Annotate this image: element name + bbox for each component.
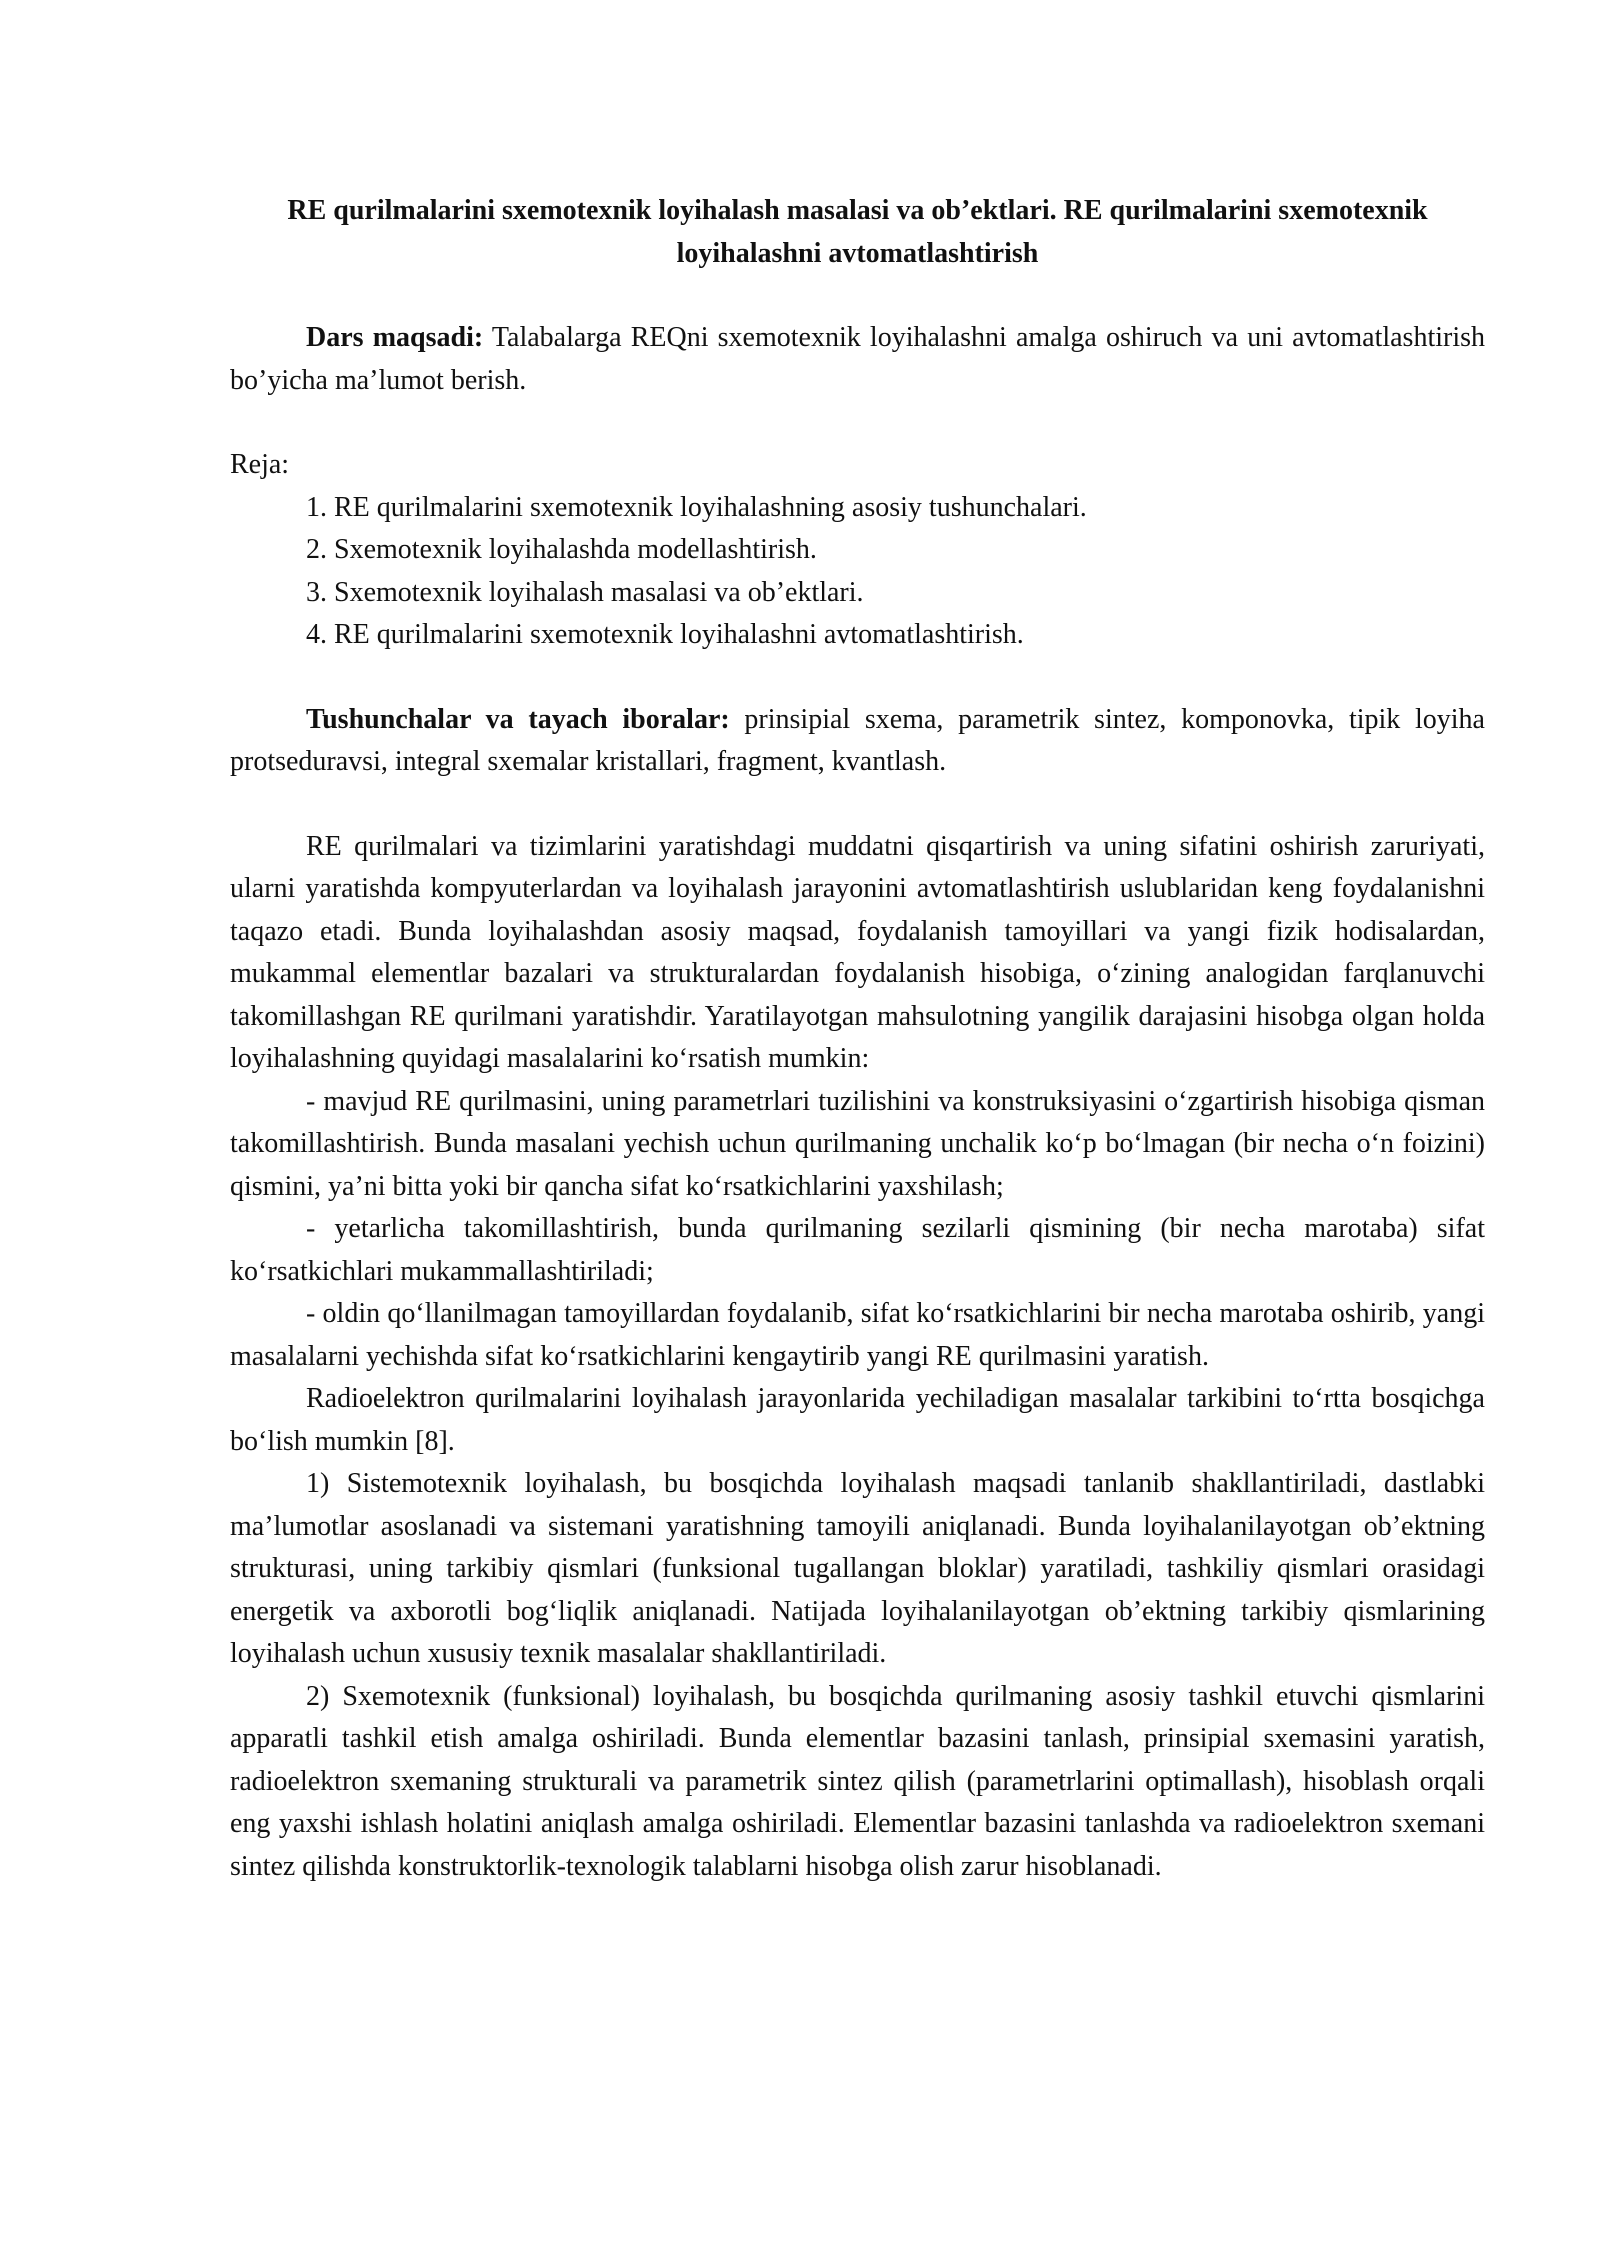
body-paragraph: Radioelektron qurilmalarini loyihalash jarayonlarida yechiladigan masalalar tarkibini to‘rtta bosqichga bo‘lish mumkin [8]. [230, 1383, 1485, 1457]
spacer [230, 784, 1485, 826]
lesson-goal-text: Talabalarga REQni sxemotexnik loyihalashni amalga oshiruch va uni avtomatlashtirish bo’yicha ma’lumot berish. [230, 322, 1486, 396]
key-terms-text: prinsipial sxema, parametrik sintez, komponovka, tipik loyiha protseduravsi, integral sxemalar kristallari, fragment, kvantlash. [230, 703, 1485, 777]
plan-label: Reja: [230, 449, 290, 480]
plan-item: 4. RE qurilmalarini sxemotexnik loyihalashni avtomatlashtirish. [306, 619, 1024, 650]
body-paragraph: RE qurilmalari va tizimlarini yaratishdagi muddatni qisqartirish va uning sifatini oshirish zaruriyati, ularni yaratishda kompyuterlardan va loyihalash jarayonini avtomatlashtirish uslublaridan keng foydalanishni taqazo etadi. Bunda loyihalashdan asosiy maqsad, foydalanish tamoyillari va yangi fizik hodisalardan, mukammal elementlar bazalari va strukturalardan foydalanish hisobiga, o‘zining analogidan farqlanuvchi takomillashgan RE qurilmani yaratishdir. Yaratilayotgan mahsulotning yangilik darajasini hisobga olgan holda loyihalashning quyidagi masalalarini ko‘rsatish mumkin: [230, 830, 1485, 1074]
body-paragraph: - mavjud RE qurilmasini, uning parametrlari tuzilishini va konstruksiyasini o‘zgartirish hisobiga qisman takomillashtirish. Bunda masalani yechish uchun qurilmaning unchalik ko‘p bo‘lmagan (bir necha o‘n foizini) qismini, ya’ni bitta yoki bir qancha sifat ko‘rsatkichlarini yaxshilash; [230, 1085, 1485, 1202]
body-paragraph: - oldin qo‘llanilmagan tamoyillardan foydalanib, sifat ko‘rsatkichlarini bir necha marotaba oshirib, yangi masalalarni yechishda sifat ko‘rsatkichlarini kengaytirib yangi RE qurilmasini yaratish. [230, 1298, 1485, 1372]
key-terms [230, 699, 1485, 784]
plan-item: 2. Sxemotexnik loyihalashda modellashtirish. [306, 534, 817, 565]
document-page [230, 190, 1485, 1888]
spacer [230, 657, 1485, 699]
key-terms-label: Tushunchalar va tayach iboralar: [306, 703, 730, 735]
lesson-goal [230, 317, 1485, 402]
body-paragraph: 2) Sxemotexnik (funksional) loyihalash, bu bosqichda qurilmaning asosiy tashkil etuvchi qismlarini apparatli tashkil etish amalga oshiriladi. Bunda elementlar bazasini tanlash, prinsipial sxemasini yaratish, radioelektron sxemaning strukturali va parametrik sintez qilish (parametrlarini optimallash), hisoblash orqali eng yaxshi ishlash holatini aniqlash amalga oshiriladi. Elementlar bazasini tanlashda va radioelektron sxemani sintez qilishda konstruktorlik-texnologik talablarni hisobga olish zarur hisoblanadi. [230, 1680, 1485, 1882]
body-paragraph: - yetarlicha takomillashtirish, bunda qurilmaning sezilarli qismining (bir necha marotaba) sifat ko‘rsatkichlari mukammallashtiriladi; [230, 1213, 1485, 1287]
spacer [230, 275, 1485, 317]
spacer [230, 402, 1485, 444]
document-title: RE qurilmalarini sxemotexnik loyihalash masalasi va ob’ektlari. RE qurilmalarini sxemotexnik loyihalashni avtomatlashtirish [287, 195, 1428, 269]
plan-list [230, 487, 1485, 657]
lesson-goal-label: Dars maqsadi: [306, 322, 484, 353]
plan-item: 1. RE qurilmalarini sxemotexnik loyihalashning asosiy tushunchalari. [306, 491, 1087, 523]
body-paragraph: 1) Sistemotexnik loyihalash, bu bosqichda loyihalash maqsadi tanlanib shakllantiriladi, dastlabki ma’lumotlar asoslanadi va sistemani yaratishning tamoyili aniqlanadi. Bunda loyihalanilayotgan ob’ektning strukturasi, uning tarkibiy qismlari (funksional tugallangan bloklar) yaratiladi, tashkiliy qismlari orasidagi energetik va axborotli bog‘liqlik aniqlanadi. Natijada loyihalanilayotgan ob’ektning tarkibiy qismlarining loyihalash uchun xususiy texnik masalalar shakllantiriladi. [230, 1468, 1485, 1669]
plan-item: 3. Sxemotexnik loyihalash masalasi va ob’ektlari. [306, 576, 864, 608]
